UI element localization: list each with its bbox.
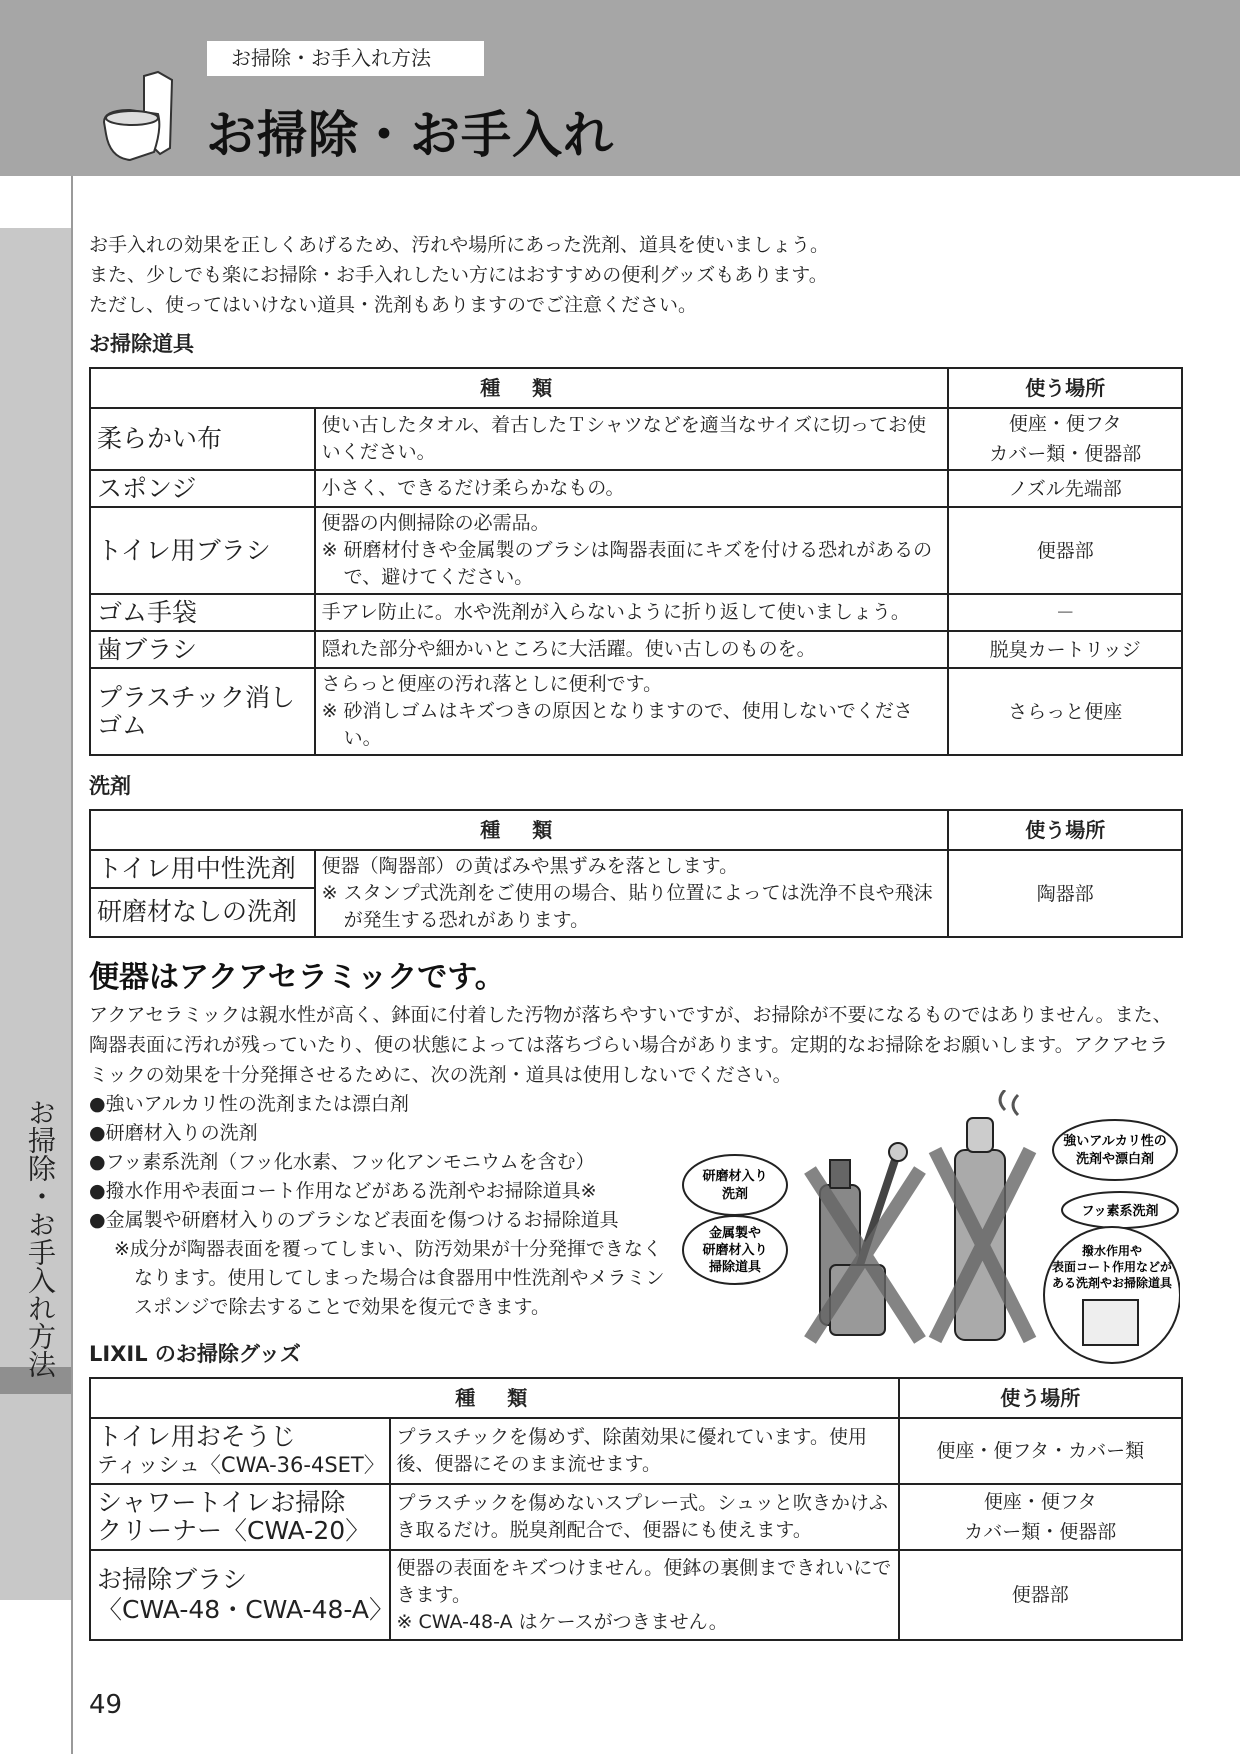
tool-desc: 手アレ防止に。水や洗剤が入らないように折り返して使いましょう。 <box>315 594 949 631</box>
tool-desc: 隠れた部分や細かいところに大活躍。使い古しのものを。 <box>315 631 949 668</box>
table-row <box>90 408 1182 470</box>
goods-heading: LIXIL のお掃除グッズ <box>89 1342 301 1366</box>
col-kind: 種 類 <box>90 1378 899 1418</box>
desc-note: ※ スタンプ式洗剤をご使用の場合、貼り位置によっては洗浄不良や飛沫が発生する恐れがあります。 <box>321 882 933 931</box>
page-title: お掃除・お手入れ <box>206 106 614 164</box>
goods-name-line: 〈CWA-48・CWA-48-A〉 <box>97 1595 394 1624</box>
callout-text: 強いアルカリ性の <box>1063 1134 1167 1149</box>
aqua-heading: 便器はアクアセラミックです。 <box>89 960 505 995</box>
detergent-name: 研磨材なしの洗剤 <box>90 888 315 937</box>
desc-text: 便器の表面をキズつけません。便鉢の裏側まできれいにできます。 <box>396 1556 892 1606</box>
desc-text: 便器（陶器部）の黄ばみや黒ずみを落とします。 <box>321 855 739 877</box>
list-item: ●フッ素系洗剤（フッ化水素、フッ化アンモニウムを含む） <box>89 1151 595 1173</box>
goods-name-line: トイレ用おそうじ <box>97 1422 296 1451</box>
main-content <box>89 230 1184 1641</box>
list-item: ●金属製や研磨材入りのブラシなど表面を傷つけるお掃除道具 <box>89 1209 619 1231</box>
page-header <box>0 0 1240 176</box>
tools-heading: お掃除道具 <box>89 332 194 356</box>
callout-text: 研磨材入り <box>702 1169 768 1184</box>
tool-desc: 小さく、できるだけ柔らかなもの。 <box>315 470 949 507</box>
callout-text: 金属製や <box>708 1226 762 1241</box>
table-row <box>90 631 1182 668</box>
aqua-text: アクアセラミックは親水性が高く、鉢面に付着した汚物が落ちやすいですが、お掃除が不要になるものではありません。また、陶器表面に汚れが残っていたり、便の状態によっては落ちづらい場合があります。定期的なお掃除をお願いします。アクアセラミックの効果を十分発揮させるために、次の洗剤・道具は使用しないでください。 <box>89 1004 1172 1086</box>
goods-place: 便器部 <box>899 1550 1182 1640</box>
goods-name <box>90 1484 390 1550</box>
goods-desc: プラスチックを傷めず、除菌効果に優れています。使用後、便器にそのまま流せます。 <box>390 1418 899 1484</box>
detergent-heading: 洗剤 <box>89 774 131 798</box>
tool-name: スポンジ <box>90 470 315 507</box>
table-row <box>90 1550 1182 1640</box>
place-line: 便座・便フタ <box>1008 413 1122 435</box>
callout <box>683 1155 787 1215</box>
goods-table <box>89 1377 1183 1641</box>
side-tab-label: お掃除・お手入れ方法 <box>24 1098 57 1378</box>
list-item: ●強いアルカリ性の洗剤または漂白剤 <box>89 1093 409 1115</box>
callout-text: 洗剤 <box>721 1187 749 1202</box>
table-row <box>90 507 1182 594</box>
tools-table <box>89 367 1183 756</box>
tool-place: 便器部 <box>948 507 1182 594</box>
detergent-desc <box>315 850 949 937</box>
toilet-icon <box>100 68 180 164</box>
desc-text: さらっと便座の汚れ落としに便利です。 <box>321 673 663 695</box>
callout <box>1053 1120 1177 1180</box>
table-row <box>90 470 1182 507</box>
tool-place: 脱臭カートリッジ <box>948 631 1182 668</box>
callout-text: 掃除道具 <box>708 1260 762 1275</box>
page-number: 49 <box>89 1690 123 1720</box>
intro-line: また、少しでも楽にお掃除・お手入れしたい方にはおすすめの便利グッズもあります。 <box>89 264 828 286</box>
col-kind: 種 類 <box>90 810 948 850</box>
tool-place: さらっと便座 <box>948 668 1182 755</box>
ng-illustration <box>680 1090 1180 1365</box>
tool-desc <box>315 507 949 594</box>
table-row <box>90 1484 1182 1550</box>
table-row <box>90 850 1182 888</box>
section-tag: お掃除・お手入れ方法 <box>207 41 484 76</box>
tool-place: － <box>948 594 1182 631</box>
goods-place: 便座・便フタ・カバー類 <box>899 1418 1182 1484</box>
list-item: ●撥水作用や表面コート作用などがある洗剤やお掃除道具※ <box>89 1180 597 1202</box>
tool-desc: 使い古したタオル、着古したＴシャツなどを適当なサイズに切ってお使いください。 <box>315 408 949 470</box>
tool-name: 歯ブラシ <box>90 631 315 668</box>
goods-desc <box>390 1550 899 1640</box>
table-row <box>90 594 1182 631</box>
desc-note: ※ CWA-48-A はケースがつきません。 <box>396 1610 728 1633</box>
side-tab <box>0 228 71 1600</box>
detergent-name: トイレ用中性洗剤 <box>90 850 315 888</box>
goods-name-line: シャワートイレお掃除 <box>97 1488 346 1517</box>
list-item: ●研磨材入りの洗剤 <box>89 1122 258 1144</box>
desc-text: 便器の内側掃除の必需品。 <box>321 512 550 534</box>
intro-line: ただし、使ってはいけない道具・洗剤もありますのでご注意ください。 <box>89 294 698 316</box>
goods-name-line: お掃除ブラシ <box>97 1565 248 1594</box>
callout-text: ある洗剤やお掃除道具 <box>1051 1276 1173 1290</box>
col-kind: 種 類 <box>90 368 948 408</box>
callout-text: 撥水作用や <box>1081 1244 1143 1258</box>
goods-name <box>90 1418 390 1484</box>
desc-note: ※ 砂消しゴムはキズつきの原因となりますので、使用しないでください。 <box>321 700 913 749</box>
aqua-section <box>89 1000 1184 1090</box>
callout-text: 研磨材入り <box>702 1243 768 1258</box>
desc-note: ※ 研磨材付きや金属製のブラシは陶器表面にキズを付ける恐れがあるので、避けてください。 <box>321 539 933 588</box>
goods-name-line: ティッシュ〈CWA-36-4SET〉 <box>97 1453 385 1477</box>
table-row <box>90 1418 1182 1484</box>
place-line: 便座・便フタ <box>983 1491 1097 1513</box>
intro <box>89 230 1184 320</box>
col-place: 使う場所 <box>948 810 1182 850</box>
margin-rule <box>71 176 73 1754</box>
intro-line: お手入れの効果を正しくあげるため、汚れや場所にあった洗剤、道具を使いましょう。 <box>89 234 830 256</box>
tool-place: ノズル先端部 <box>948 470 1182 507</box>
detergent-place: 陶器部 <box>948 850 1182 937</box>
col-place: 使う場所 <box>948 368 1182 408</box>
tool-name: トイレ用ブラシ <box>90 507 315 594</box>
place-line: カバー類・便器部 <box>964 1521 1117 1543</box>
col-place: 使う場所 <box>899 1378 1182 1418</box>
goods-name <box>90 1550 394 1640</box>
coated-surface-icon <box>1083 1300 1138 1345</box>
tool-name: プラスチック消しゴム <box>90 668 315 755</box>
callout-text: フッ素系洗剤 <box>1081 1204 1159 1219</box>
ng-note: ※成分が陶器表面を覆ってしまい、防汚効果が十分発揮できなくなります。使用してしまった場合は食器用中性洗剤やメラミンスポンジで除去することで効果を復元できます。 <box>114 1238 665 1318</box>
tool-place <box>948 408 1182 470</box>
tool-name: ゴム手袋 <box>90 594 315 631</box>
tool-name: 柔らかい布 <box>90 408 315 470</box>
callout-text: 洗剤や漂白剤 <box>1075 1152 1155 1167</box>
detergent-table <box>89 809 1183 938</box>
tool-desc <box>315 668 949 755</box>
place-line: カバー類・便器部 <box>989 443 1142 465</box>
goods-name-line: クリーナー〈CWA-20〉 <box>97 1516 371 1545</box>
table-row <box>90 668 1182 755</box>
goods-place <box>899 1484 1182 1550</box>
callout-text: 表面コート作用などが <box>1051 1260 1173 1274</box>
goods-desc: プラスチックを傷めないスプレー式。シュッと吹きかけふき取るだけ。脱臭剤配合で、便器にも使えます。 <box>390 1484 899 1550</box>
